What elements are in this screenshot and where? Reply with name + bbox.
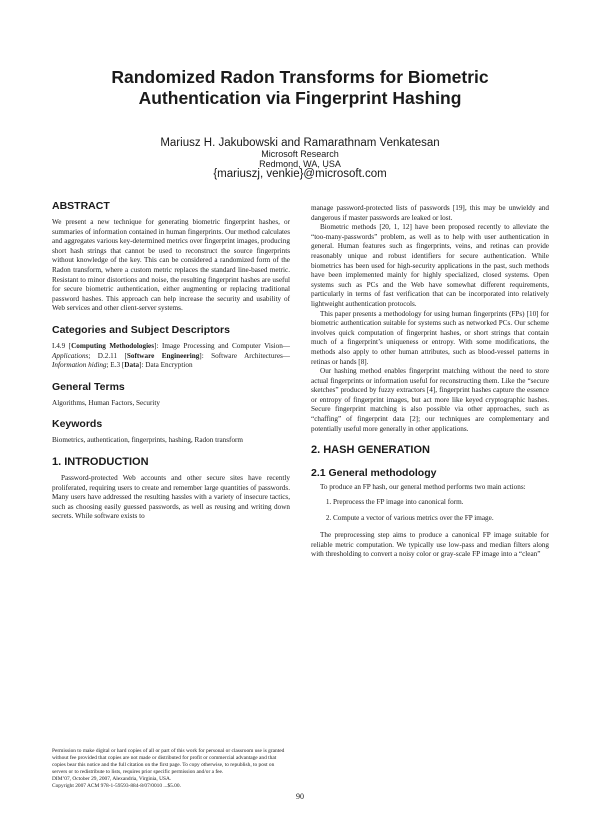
- affiliation-location: Redmond, WA, USA: [259, 159, 341, 169]
- affiliation-org: Microsoft Research: [261, 149, 339, 159]
- permission-notice: [52, 748, 290, 789]
- methodology-intro: To produce an FP hash, our general method performs two main actions:: [320, 483, 526, 492]
- general-terms-text: Algorithms, Human Factors, Security: [52, 398, 160, 407]
- intro-paragraph-4: Our hashing method enables fingerprint matching without the need to store actual fingerprints or information useful for reconstructing them. Like the “secure sketches” produced by fuzzy extractors [4], fingerprint hashes capture the essence or entropy of fingerprint images, but act more like keyed cryptographic hashes. Secure fingerprint matching is also possible via other approaches, such as “chaffing” of fingerprint data [2]; our techniques are complementary and potentially useful more generally in other applications.: [311, 367, 549, 433]
- abstract-text: We present a new technique for generating biometric fingerprint hashes, or summaries of information contained in human fingerprints. Our method calculates and aggregates various key-determined metrics over fingerprint images, producing short hash strings that cannot be used to reconstruct the source fingerprints without knowledge of the key. This can be considered a randomized form of the Radon transform, where a custom metric replaces the standard line-based metric. Resistant to minor distortions and noise, the resulting fingerprint hashes are useful for secure biometric authentication, either augmenting or replacing traditional password hashes. This approach can help increase the security and usability of Web services and other client-server systems.: [52, 218, 290, 313]
- left-column: [52, 200, 290, 522]
- copyright-line: Copyright 2007 ACM 978-1-59593-884-8/07/0010 ...$5.00.: [52, 782, 181, 789]
- general-terms-heading: General Terms: [52, 380, 125, 393]
- paper-title: [60, 67, 540, 109]
- list-item: 2. Compute a vector of various metrics over the FP image.: [333, 514, 549, 524]
- authors: Mariusz H. Jakubowski and Ramarathnam Venkatesan: [160, 137, 440, 149]
- affiliation: [60, 149, 540, 169]
- methodology-paragraph: The preprocessing step aims to produce a canonical FP image suitable for reliable metric computation. We typically use low-pass and median filters along with thresholding to convert a noisy color or gray-scale FP image into a “clean”: [311, 531, 549, 559]
- keywords-heading: Keywords: [52, 418, 103, 431]
- categories-heading: Categories and Subject Descriptors: [52, 323, 230, 336]
- intro-paragraph-1: Password-protected Web accounts and other secure sites have recently proliferated, requiring users to create and remember large quantities of passwords. Many users have addressed the resulting hassles with a variety of insecure tactics, such as choosing easily guessed passwords, as well as reusing and writing down secrets. While software exists to: [52, 473, 290, 521]
- title-line-1: Randomized Radon Transforms for Biometric: [111, 67, 489, 87]
- permission-text: Permission to make digital or hard copies of all or part of this work for personal or classroom use is granted without fee provided that copies are not made or distributed for profit or commercial advantage and that copies bear this notice and the full citation on the first page. To copy otherwise, to republish, to post on servers or to redistribute to lists, requires prior specific permission and/or a fee.: [52, 748, 285, 775]
- intro-paragraph-3: This paper presents a methodology for using human fingerprints (FPs) [10] for biometric authentication suitable for systems such as networked PCs. Our scheme involves quick computation of fingerprint hashes, or short strings that contain much of a fingerprint’s uniqueness or entropy. With some modifications, the methods also apply to other human attributes, such as blood-vessel patterns in retinas or hands [8].: [311, 309, 549, 366]
- list-item: 1. Preprocess the FP image into canonical form.: [333, 498, 549, 508]
- right-column: [311, 204, 549, 560]
- intro-paragraph-1-continued: manage password-protected lists of passwords [19], this may be unwieldy and dangerous if master passwords are leaked or lost.: [311, 204, 549, 222]
- venue-line: DIM’07, October 29, 2007, Alexandria, Virginia, USA.: [52, 775, 172, 782]
- categories-text: I.4.9 [Computing Methodologies]: Image Processing and Computer Vision—Applications; D.2.11 [Software Engineering]: Software Architectures— Information hiding; E.3 [Data]: Data Encryption: [52, 341, 290, 370]
- abstract-heading: ABSTRACT: [52, 200, 110, 212]
- title-line-2: Authentication via Fingerprint Hashing: [138, 88, 462, 108]
- introduction-heading: 1. INTRODUCTION: [52, 455, 149, 468]
- author-email: {mariuszj, venkie}@microsoft.com: [213, 168, 387, 180]
- keywords-text: Biometrics, authentication, fingerprints, hashing, Radon transform: [52, 436, 244, 445]
- page-number: 90: [296, 792, 304, 801]
- intro-paragraph-2: Biometric methods [20, 1, 12] have been proposed recently to alleviate the “too-many-passwords” problem, as well as to help with user authentication in general. Human features such as fingerprints, veins, and retinas can provide reasonably unique and robust identifiers for secure authentication. While biometrics has been used for high-security applications in the past, such methods have been implemented mainly for highly specialized, closed systems. Open systems such as PCs and the Web have somewhat different requirements, particularly in terms of fast verification that can be incorporated into relatively lightweight authentication protocols.: [311, 223, 549, 308]
- hash-generation-heading: 2. HASH GENERATION: [311, 444, 430, 457]
- methodology-steps: [311, 498, 549, 524]
- general-methodology-heading: 2.1 General methodology: [311, 467, 437, 480]
